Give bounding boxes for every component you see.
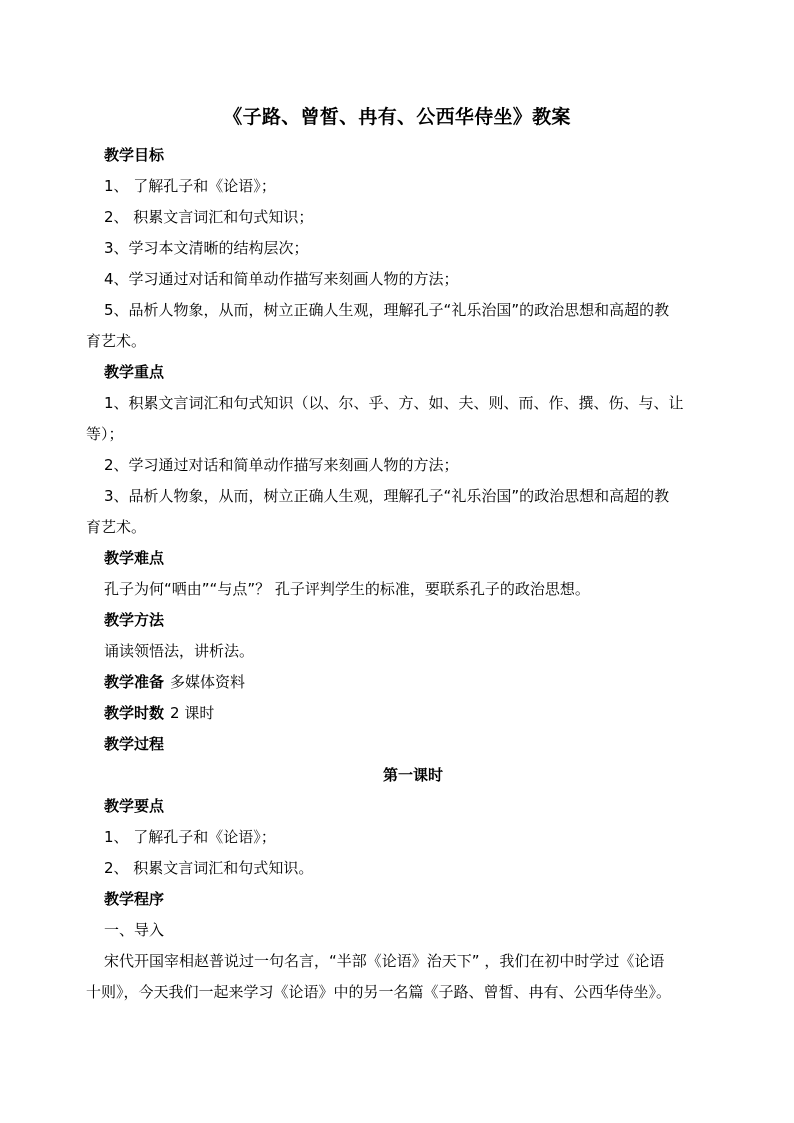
hours-line (104, 698, 722, 729)
intro-line-1: 宋代开国宰相赵普说过一句名言，“半部《论语》治天下” ，我们在初中时学过《论语 (104, 952, 665, 970)
key-item-2: 2、学习通过对话和简单动作描写来刻画人物的方法； (104, 456, 459, 474)
intro-line-2: 十则》，今天我们一起来学习《论语》中的另一名篇《子路、曾皙、冉有、公西华侍坐》。 (86, 983, 672, 1001)
goals-item-3: 3、学习本文清晰的结构层次； (104, 239, 309, 257)
goals-item-1: 1、 了解孔子和《论语》； (104, 177, 276, 195)
difficulty-text: 孔子为何“哂由”“与点”？ 孔子评判学生的标准，要联系孔子的政治思想。 (104, 580, 590, 598)
document-title: 《子路、曾皙、冉有、公西华侍坐》教案 (223, 106, 571, 128)
method-text: 诵读领悟法，讲析法。 (104, 642, 255, 660)
points-item-1: 1、 了解孔子和《论语》； (104, 828, 276, 846)
goals-item-5-line-1: 5、品析人物象，从而，树立正确人生观，理解孔子“礼乐治国”的政治思想和高超的教 (104, 301, 670, 319)
prep-line (104, 667, 722, 698)
hours-value: 2 课时 (170, 704, 215, 722)
key-item-1-line-1: 1、积累文言词汇和句式知识（以、尔、乎、方、如、夫、则、而、作、撰、伤、与、让 (104, 394, 684, 412)
key-heading: 教学重点 (104, 363, 165, 381)
hours-heading: 教学时数 (104, 704, 165, 722)
procedure-heading: 教学程序 (104, 890, 165, 908)
goals-item-2: 2、 积累文言词汇和句式知识； (104, 208, 314, 226)
process-heading: 教学过程 (104, 735, 165, 753)
key-item-3-line-2: 育艺术。 (86, 518, 147, 536)
step-1-heading: 一、导入 (104, 921, 165, 939)
points-item-2: 2、 积累文言词汇和句式知识。 (104, 859, 314, 877)
prep-value: 多媒体资料 (170, 673, 246, 691)
method-heading: 教学方法 (104, 611, 165, 629)
lesson-title: 第一课时 (382, 766, 443, 784)
prep-heading: 教学准备 (104, 673, 165, 691)
goals-item-5-line-2: 育艺术。 (86, 332, 147, 350)
goals-item-4: 4、学习通过对话和简单动作描写来刻画人物的方法； (104, 270, 459, 288)
document-body (86, 140, 722, 1008)
key-item-1-line-2: 等）； (86, 425, 124, 443)
difficulty-heading: 教学难点 (104, 549, 165, 567)
points-heading: 教学要点 (104, 797, 165, 815)
goals-heading: 教学目标 (104, 146, 165, 164)
key-item-3-line-1: 3、品析人物象，从而，树立正确人生观，理解孔子“礼乐治国”的政治思想和高超的教 (104, 487, 670, 505)
